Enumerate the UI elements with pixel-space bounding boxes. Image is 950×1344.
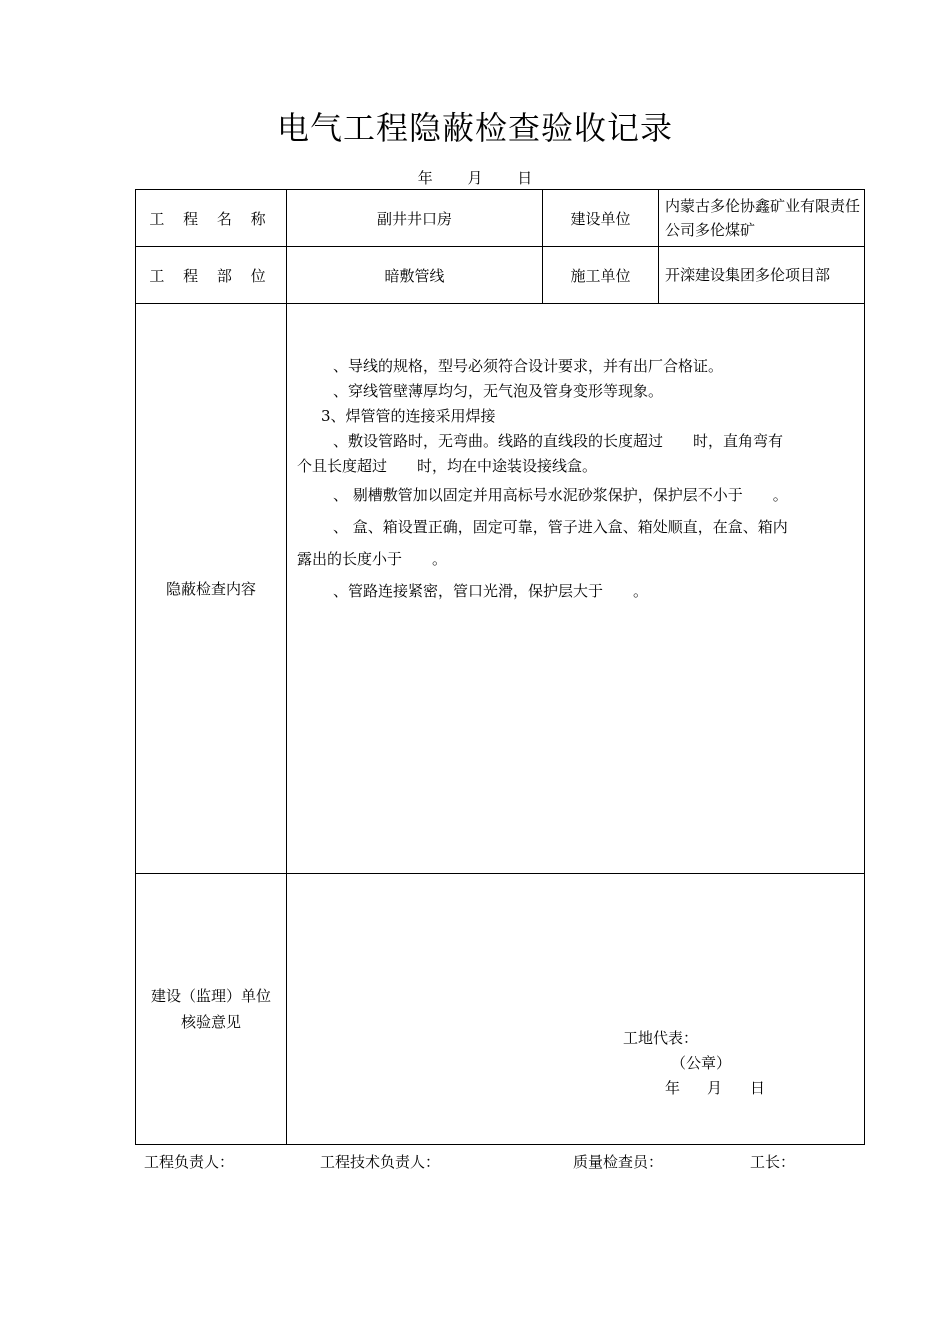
opinion-date-month: 月 bbox=[707, 1079, 723, 1097]
header-date bbox=[0, 167, 950, 188]
opinion-date-year: 年 bbox=[665, 1079, 681, 1097]
part-label: 工 程 部 位 bbox=[136, 247, 287, 304]
builder-value: 内蒙古多伦协鑫矿业有限责任公司多伦煤矿 bbox=[659, 190, 865, 247]
seal-label: （公章） bbox=[671, 1054, 732, 1072]
check-item: 、敷设管路时，无弯曲。线路的直线段的长度超过 时，直角弯有 bbox=[333, 432, 784, 450]
row-project-name bbox=[136, 190, 865, 247]
hidden-check-content bbox=[287, 304, 865, 874]
header-date-day: 日 bbox=[517, 169, 533, 187]
opinion-label bbox=[136, 874, 287, 1145]
row-project-part bbox=[136, 247, 865, 304]
opinion-label-line1: 建设（监理）单位 bbox=[150, 987, 271, 1005]
hidden-check-list bbox=[297, 354, 857, 607]
footer-tech-lead: 工程技术负责人： bbox=[320, 1153, 441, 1171]
check-item: 3、焊管管的连接采用焊接 bbox=[321, 407, 496, 425]
hidden-check-label: 隐蔽检查内容 bbox=[136, 304, 287, 874]
part-value: 暗敷管线 bbox=[287, 247, 543, 304]
opinion-label-line2: 核验意见 bbox=[180, 1013, 241, 1031]
page-title: 电气工程隐蔽检查验收记录 bbox=[276, 109, 673, 147]
check-item: 、穿线管壁薄厚均匀，无气泡及管身变形等现象。 bbox=[333, 382, 664, 400]
check-item: 、 剔槽敷管加以固定并用高标号水泥砂浆保护，保护层不小于 。 bbox=[333, 486, 788, 504]
row-opinion bbox=[136, 874, 865, 1145]
site-rep-label: 工地代表： bbox=[623, 1029, 699, 1047]
check-item: 、导线的规格，型号必须符合设计要求，并有出厂合格证。 bbox=[333, 357, 724, 375]
row-hidden-check bbox=[136, 304, 865, 874]
header-date-year: 年 bbox=[417, 169, 433, 187]
check-item: 个且长度超过 时，均在中途装设接线盒。 bbox=[297, 457, 598, 475]
opinion-date-day: 日 bbox=[750, 1079, 766, 1097]
check-item: 、管路连接紧密，管口光滑，保护层大于 。 bbox=[333, 582, 649, 600]
opinion-content bbox=[287, 874, 865, 1145]
footer-project-lead: 工程负责人： bbox=[144, 1153, 235, 1171]
contractor-value: 开滦建设集团多伦项目部 bbox=[659, 247, 865, 304]
check-item: 露出的长度小于 。 bbox=[297, 550, 448, 568]
footer-quality-inspector: 质量检查员： bbox=[573, 1153, 664, 1171]
project-name-label: 工 程 名 称 bbox=[136, 190, 287, 247]
header-date-month: 月 bbox=[467, 169, 483, 187]
contractor-label: 施工单位 bbox=[543, 247, 659, 304]
builder-label: 建设单位 bbox=[543, 190, 659, 247]
check-item: 、 盒、箱设置正确，固定可靠，管子进入盒、箱处顺直，在盒、箱内 bbox=[333, 518, 788, 536]
inspection-form-table bbox=[135, 189, 865, 1145]
project-name-value: 副井井口房 bbox=[287, 190, 543, 247]
footer-foreman: 工长： bbox=[750, 1153, 796, 1171]
